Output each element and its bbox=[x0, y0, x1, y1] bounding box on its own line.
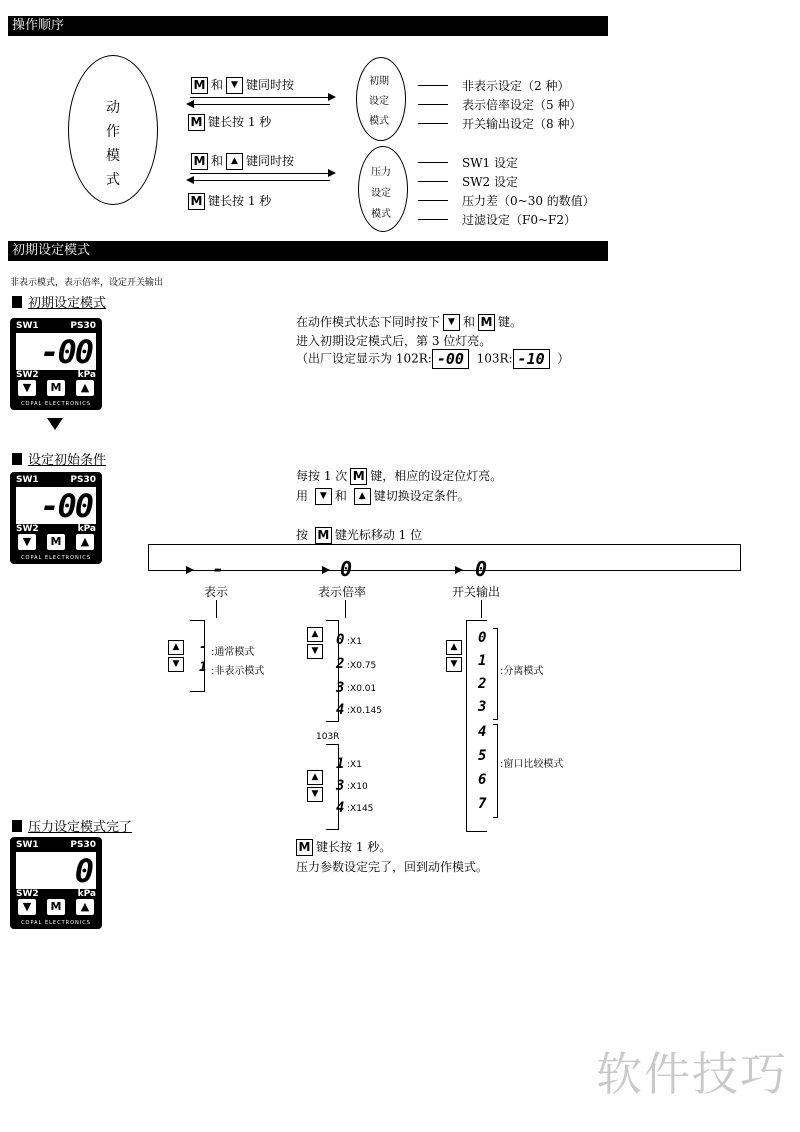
mag-digit: 4 bbox=[336, 800, 345, 816]
loop-bottom-line bbox=[148, 570, 740, 571]
switch-digit-option: 0 bbox=[478, 630, 487, 646]
arrow-left-icon bbox=[186, 176, 194, 184]
pressure-oval-line-3: 模式 bbox=[371, 209, 391, 220]
mag-x075: :X0.75 bbox=[347, 661, 377, 671]
down-key-icon: ▼ bbox=[443, 314, 460, 331]
mag-digit: 4 bbox=[336, 702, 345, 718]
text: 和 bbox=[463, 315, 476, 329]
step2-line1 bbox=[296, 467, 502, 485]
loop-top-line bbox=[148, 544, 741, 545]
m-key-icon: M bbox=[188, 114, 205, 131]
text: ） bbox=[557, 351, 570, 366]
initial-oval-line-2: 设定 bbox=[369, 96, 389, 107]
down-key-icon[interactable]: ▼ bbox=[307, 787, 323, 802]
device-display-2 bbox=[10, 472, 102, 564]
arrow-left-icon bbox=[186, 100, 194, 108]
switch-digit-option: 3 bbox=[478, 699, 487, 715]
text: 窗口比较模式 bbox=[503, 759, 564, 770]
down-key-icon[interactable]: ▼ bbox=[307, 644, 323, 659]
unit-label: kPa bbox=[77, 524, 96, 534]
step2-heading-text: 设定初始条件 bbox=[28, 453, 107, 468]
device-screen bbox=[16, 852, 96, 889]
connector-line bbox=[418, 85, 448, 86]
option-hidden-mode: :非表示模式 bbox=[211, 666, 265, 677]
mag-x0145: :X0.145 bbox=[347, 706, 382, 716]
step3-heading-text: 压力设定模式完了 bbox=[28, 820, 133, 835]
pressure-item-3: 压力差（0~30 的数值） bbox=[462, 194, 595, 208]
pressure-item-2: SW2 设定 bbox=[462, 175, 519, 189]
down-key-icon: ▼ bbox=[226, 77, 243, 94]
mag-x001: :X0.01 bbox=[347, 684, 377, 694]
text: X145 bbox=[350, 804, 374, 814]
m-key-icon: M bbox=[188, 193, 205, 210]
switch-digit-option: 5 bbox=[478, 748, 487, 764]
text: 键长按 1 秒。 bbox=[316, 840, 392, 854]
sw1-label: SW1 bbox=[16, 321, 39, 331]
option-digit: - bbox=[199, 640, 207, 655]
step3-line2: 压力参数设定完了，回到动作模式。 bbox=[296, 860, 489, 874]
action-mode-char-1: 动 bbox=[106, 100, 120, 116]
up-key-icon[interactable]: ▲ bbox=[446, 640, 462, 655]
model-label: PS30 bbox=[70, 321, 96, 331]
step1-heading bbox=[12, 292, 106, 311]
bullet-icon bbox=[12, 820, 22, 832]
arrow-right-icon bbox=[322, 566, 330, 574]
text: 通常模式 bbox=[214, 647, 255, 658]
brand-label: COPAL ELECTRONICS bbox=[21, 401, 91, 407]
switch-digit-option: 2 bbox=[478, 676, 487, 692]
text: 按 bbox=[296, 528, 309, 542]
lower-combo-text bbox=[188, 152, 294, 170]
arrow-right-icon bbox=[328, 169, 336, 177]
combo-label: 键同时按 bbox=[246, 154, 295, 168]
unit-label: kPa bbox=[77, 889, 96, 899]
pressure-item-4: 过滤设定（F0~F2） bbox=[462, 213, 576, 227]
magnification-updown-keys bbox=[307, 627, 323, 661]
down-key-icon[interactable]: ▼ bbox=[168, 657, 184, 672]
and-text: 和 bbox=[211, 154, 224, 168]
arrow-right-icon bbox=[328, 93, 336, 101]
magnification-103-updown-keys bbox=[307, 770, 323, 804]
and-text: 和 bbox=[211, 78, 224, 92]
action-mode-char-4: 式 bbox=[106, 172, 120, 188]
down-button[interactable]: ▼ bbox=[18, 380, 36, 396]
text: 和 bbox=[334, 489, 347, 503]
drop-line bbox=[481, 600, 482, 618]
m-key-icon: M bbox=[478, 314, 495, 331]
up-button[interactable]: ▲ bbox=[76, 899, 94, 915]
section-subtitle: 非表示模式，表示倍率，设定开关输出 bbox=[10, 278, 164, 288]
unit-label: kPa bbox=[77, 370, 96, 380]
connector-line bbox=[418, 123, 448, 124]
text: X0.145 bbox=[350, 706, 382, 716]
label-103r: 103R bbox=[316, 732, 340, 742]
upper-long-press bbox=[188, 113, 271, 131]
m-key-icon: M bbox=[191, 153, 208, 170]
screen-value: 0 bbox=[74, 852, 92, 890]
model-label: PS30 bbox=[70, 475, 96, 485]
m-key-icon: M bbox=[350, 468, 367, 485]
display-loop-bracket bbox=[190, 620, 205, 692]
factory-103-value: -10 bbox=[513, 349, 550, 369]
m-key-icon: M bbox=[191, 77, 208, 94]
text: X0.01 bbox=[350, 684, 377, 694]
switch-digit-option: 6 bbox=[478, 772, 487, 788]
arrow-right-icon bbox=[186, 566, 194, 574]
combo-label: 键同时按 bbox=[246, 78, 295, 92]
upper-arrow-right bbox=[190, 97, 330, 98]
lower-arrow-left bbox=[190, 180, 330, 181]
brand-label: COPAL ELECTRONICS bbox=[21, 920, 91, 926]
step3-line1 bbox=[296, 838, 391, 856]
step2-line2 bbox=[296, 487, 470, 505]
loop-right-line bbox=[740, 544, 741, 571]
text: X1 bbox=[350, 760, 362, 770]
mag-digit: 1 bbox=[336, 756, 345, 772]
display-digit: - bbox=[212, 557, 225, 581]
long-press-label: 键长按 1 秒 bbox=[208, 115, 272, 129]
text: 非表示模式 bbox=[214, 666, 265, 677]
mag-digit: 3 bbox=[336, 778, 345, 794]
switch-label: 开关输出 bbox=[452, 585, 501, 599]
action-mode-char-2: 作 bbox=[106, 124, 120, 140]
device-display-1 bbox=[10, 318, 102, 410]
connector-line bbox=[418, 104, 448, 105]
up-key-icon: ▲ bbox=[354, 488, 371, 505]
lower-arrow-right bbox=[190, 173, 330, 174]
factory-102-value: -00 bbox=[432, 349, 469, 369]
window-mode-label: :窗口比较模式 bbox=[500, 759, 564, 770]
screen-value: -00 bbox=[40, 333, 92, 371]
pressure-oval-line-1: 压力 bbox=[371, 167, 391, 178]
switch-updown-keys bbox=[446, 640, 462, 674]
down-arrow-icon bbox=[47, 418, 63, 430]
text: 键。 bbox=[498, 315, 523, 329]
display-label: 表示 bbox=[204, 585, 229, 599]
text: X1 bbox=[350, 637, 362, 647]
text: 在动作模式状态下同时按下 bbox=[296, 315, 441, 329]
brand-label: COPAL ELECTRONICS bbox=[21, 555, 91, 561]
sw1-label: SW1 bbox=[16, 475, 39, 485]
mag103-x10: :X10 bbox=[347, 782, 368, 792]
mag-digit: 0 bbox=[336, 632, 345, 648]
connector-line bbox=[418, 219, 448, 220]
text: 分离模式 bbox=[503, 666, 544, 677]
device-screen bbox=[16, 487, 96, 524]
window-mode-bracket bbox=[493, 724, 498, 818]
separate-mode-label: :分离模式 bbox=[500, 666, 544, 677]
sw1-label: SW1 bbox=[16, 840, 39, 850]
connector-line bbox=[418, 200, 448, 201]
connector-line bbox=[418, 162, 448, 163]
watermark: 软件技巧 bbox=[596, 1047, 788, 1101]
section-title-operation: 操作顺序 bbox=[8, 16, 608, 36]
lower-long-press bbox=[188, 192, 271, 210]
up-button[interactable]: ▲ bbox=[76, 534, 94, 550]
text: 键，相应的设定位灯亮。 bbox=[370, 469, 503, 483]
mag-x1: :X1 bbox=[347, 637, 362, 647]
drop-line bbox=[345, 600, 346, 618]
down-key-icon: ▼ bbox=[315, 488, 332, 505]
switch-digit: 0 bbox=[475, 557, 488, 581]
upper-combo-text bbox=[188, 76, 294, 94]
mag-digit: 3 bbox=[336, 680, 345, 696]
sw2-label: SW2 bbox=[16, 524, 39, 534]
mag-digit: 2 bbox=[336, 656, 345, 672]
option-digit: 1 bbox=[199, 660, 207, 675]
screen-value: -00 bbox=[40, 487, 92, 525]
action-mode-char-3: 模 bbox=[106, 148, 120, 164]
text: X10 bbox=[350, 782, 368, 792]
text: （出厂设定显示为 bbox=[296, 351, 393, 366]
text: 用 bbox=[296, 489, 309, 503]
sw2-label: SW2 bbox=[16, 889, 39, 899]
bullet-icon bbox=[12, 296, 22, 308]
step1-line1 bbox=[296, 313, 522, 331]
upper-arrow-left bbox=[190, 104, 330, 105]
m-key-icon: M bbox=[296, 839, 313, 856]
step3-heading bbox=[12, 816, 132, 835]
switch-digit-option: 4 bbox=[478, 724, 487, 740]
m-button[interactable]: M bbox=[47, 899, 65, 915]
switch-digit-option: 1 bbox=[478, 653, 487, 669]
step2-heading bbox=[12, 449, 106, 468]
text: 键切换设定条件。 bbox=[373, 489, 470, 503]
initial-oval-line-1: 初期 bbox=[369, 76, 389, 87]
m-key-icon: M bbox=[315, 527, 332, 544]
connector-line bbox=[418, 181, 448, 182]
up-button[interactable]: ▲ bbox=[76, 380, 94, 396]
initial-item-3: 开关输出设定（8 种） bbox=[462, 117, 582, 131]
device-screen bbox=[16, 333, 96, 370]
text: 键光标移动 1 位 bbox=[334, 528, 423, 542]
magnification-digit: 0 bbox=[340, 557, 353, 581]
m-button[interactable]: M bbox=[47, 380, 65, 396]
up-key-icon[interactable]: ▲ bbox=[307, 770, 323, 785]
long-press-label: 键长按 1 秒 bbox=[208, 194, 272, 208]
text: X0.75 bbox=[350, 661, 377, 671]
model-label: PS30 bbox=[70, 840, 96, 850]
sw2-label: SW2 bbox=[16, 370, 39, 380]
down-button[interactable]: ▼ bbox=[18, 899, 36, 915]
bullet-icon bbox=[12, 453, 22, 465]
text: 103R: bbox=[476, 351, 513, 366]
up-key-icon[interactable]: ▲ bbox=[168, 640, 184, 655]
switch-digit-option: 7 bbox=[478, 796, 487, 812]
section-title-initial: 初期设定模式 bbox=[8, 241, 608, 261]
step1-heading-text: 初期设定模式 bbox=[28, 296, 107, 311]
step1-line2: 进入初期设定模式后，第 3 位灯亮。 bbox=[296, 334, 492, 348]
display-updown-keys bbox=[168, 640, 184, 674]
option-normal-mode: :通常模式 bbox=[211, 647, 255, 658]
mag103-x1: :X1 bbox=[347, 760, 362, 770]
pressure-item-1: SW1 设定 bbox=[462, 156, 519, 170]
m-button[interactable]: M bbox=[47, 534, 65, 550]
mag103-x145: :X145 bbox=[347, 804, 374, 814]
text: 每按 1 次 bbox=[296, 469, 348, 483]
step1-line3 bbox=[296, 349, 569, 369]
device-display-3 bbox=[10, 837, 102, 929]
down-button[interactable]: ▼ bbox=[18, 534, 36, 550]
separate-mode-bracket bbox=[493, 628, 498, 720]
drop-line bbox=[216, 600, 217, 618]
loop-left-line bbox=[148, 544, 149, 571]
down-key-icon[interactable]: ▼ bbox=[446, 657, 462, 672]
up-key-icon[interactable]: ▲ bbox=[307, 627, 323, 642]
up-key-icon: ▲ bbox=[226, 153, 243, 170]
pressure-oval-line-2: 设定 bbox=[371, 188, 391, 199]
initial-item-1: 非表示设定（2 种） bbox=[462, 79, 570, 93]
text: 102R: bbox=[395, 351, 432, 366]
arrow-right-icon bbox=[455, 566, 463, 574]
initial-item-2: 表示倍率设定（5 种） bbox=[462, 98, 582, 112]
initial-oval-line-3: 模式 bbox=[369, 116, 389, 127]
magnification-label: 表示倍率 bbox=[318, 585, 367, 599]
cursor-move-text bbox=[296, 526, 422, 544]
